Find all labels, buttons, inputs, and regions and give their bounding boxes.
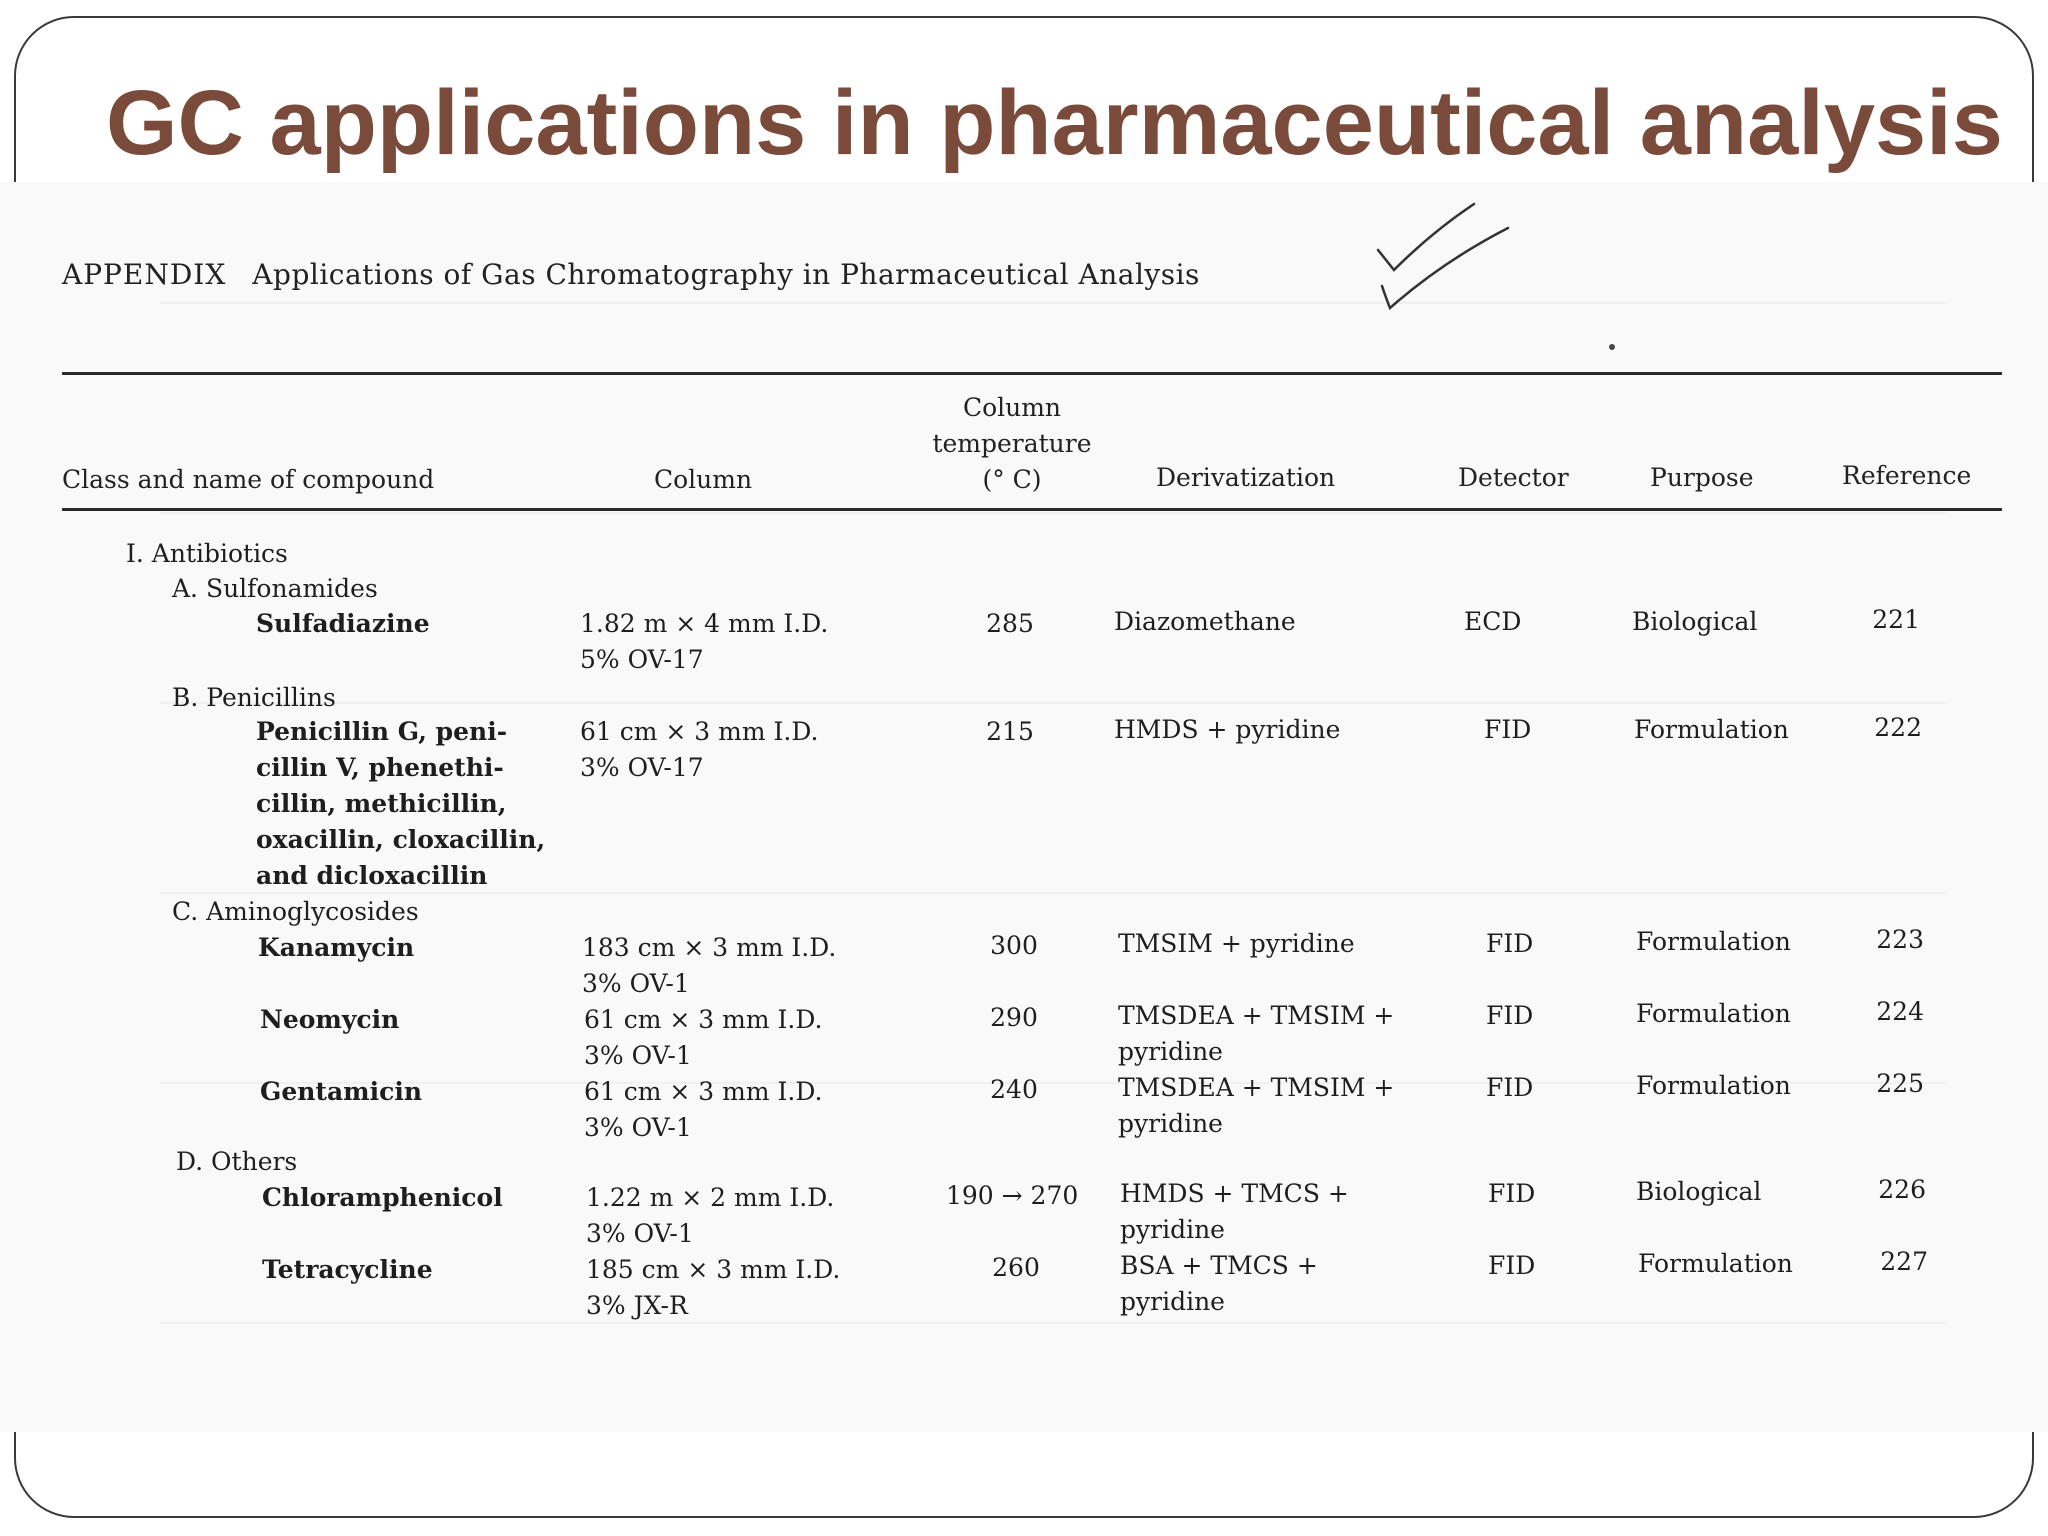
compound-name: Chloramphenicol [262,1183,503,1212]
bleed-through-line [160,512,1948,514]
compound-name: and dicloxacillin [256,861,488,890]
derivatization: TMSDEA + TMSIM + [1118,1001,1395,1030]
derivatization: Diazomethane [1114,607,1296,636]
class-heading: I. Antibiotics [126,539,288,568]
derivatization: pyridine [1120,1215,1225,1244]
column-spec: 61 cm × 3 mm I.D. [584,1077,823,1106]
compound-name: oxacillin, cloxacillin, [256,825,546,854]
derivatization: HMDS + pyridine [1114,715,1341,744]
reference: 227 [1880,1247,1928,1276]
reference: 221 [1872,605,1920,634]
compound-name: Sulfadiazine [256,609,430,638]
group-heading-d: D. Others [176,1147,298,1176]
group-heading-b: B. Penicillins [172,683,336,712]
derivatization: BSA + TMCS + [1120,1251,1318,1280]
column-phase: 3% OV-1 [584,1113,692,1142]
ink-dot [1609,344,1615,350]
header-temp-line3: (° C) [982,465,1042,494]
compound-name: Penicillin G, peni- [256,717,508,746]
header-temp-line1: Column [962,393,1062,422]
column-spec: 61 cm × 3 mm I.D. [584,1005,823,1034]
column-spec: 1.22 m × 2 mm I.D. [586,1183,835,1212]
column-phase: 3% OV-1 [586,1219,694,1248]
compound-name: Neomycin [260,1005,400,1034]
column-phase: 3% OV-17 [580,753,704,782]
header-reference: Reference [1842,461,1972,490]
group-heading-c: C. Aminoglycosides [172,897,419,926]
compound-name: cillin, methicillin, [256,789,507,818]
detector: FID [1488,1251,1536,1280]
reference: 224 [1876,997,1924,1026]
column-temperature: 300 [990,931,1038,960]
purpose: Biological [1636,1177,1762,1206]
column-spec: 1.82 m × 4 mm I.D. [580,609,829,638]
column-spec: 183 cm × 3 mm I.D. [582,933,837,962]
header-temp-line2: temperature [932,429,1092,458]
reference: 223 [1876,925,1924,954]
reference: 226 [1878,1175,1926,1204]
detector: FID [1484,715,1532,744]
column-temperature: 240 [990,1075,1038,1104]
appendix-label: APPENDIX [62,258,227,291]
detector: FID [1486,1001,1534,1030]
appendix-heading [62,258,1200,291]
table-top-rule [62,372,2002,375]
compound-name: cillin V, phenethi- [256,753,504,782]
column-phase: 3% JX-R [586,1291,688,1320]
column-temperature: 290 [990,1003,1038,1032]
column-temperature: 215 [986,717,1034,746]
purpose: Formulation [1634,715,1789,744]
purpose: Formulation [1636,927,1791,956]
detector: FID [1488,1179,1536,1208]
reference: 225 [1876,1069,1924,1098]
group-heading-a: A. Sulfonamides [172,574,378,603]
compound-name: Tetracycline [262,1255,433,1284]
detector: ECD [1464,607,1522,636]
reference: 222 [1874,713,1922,742]
purpose: Formulation [1636,999,1791,1028]
derivatization: TMSDEA + TMSIM + [1118,1073,1395,1102]
derivatization: TMSIM + pyridine [1118,929,1355,958]
header-column: Column [654,465,753,494]
handwritten-checkmark-icon [1372,198,1532,318]
bleed-through-line [160,1322,1948,1324]
derivatization: pyridine [1120,1287,1225,1316]
header-bottom-rule [62,508,2002,511]
purpose: Formulation [1636,1071,1791,1100]
column-temperature: 260 [992,1253,1040,1282]
column-phase: 3% OV-1 [582,969,690,998]
derivatization: HMDS + TMCS + [1120,1179,1349,1208]
purpose: Biological [1632,607,1758,636]
slide-title: GC applications in pharmaceutical analysis [106,72,2003,174]
header-purpose: Purpose [1650,463,1754,492]
column-temperature: 285 [986,609,1034,638]
column-phase: 5% OV-17 [580,645,704,674]
column-spec: 185 cm × 3 mm I.D. [586,1255,841,1284]
header-detector: Detector [1458,463,1569,492]
column-temperature: 190 → 270 [946,1181,1079,1210]
compound-name: Gentamicin [260,1077,423,1106]
derivatization: pyridine [1118,1109,1223,1138]
compound-name: Kanamycin [258,933,415,962]
bleed-through-line [160,302,1948,304]
derivatization: pyridine [1118,1037,1223,1066]
header-compound: Class and name of compound [62,465,435,494]
bleed-through-line [160,702,1948,704]
appendix-title: Applications of Gas Chromatography in Pharmaceutical Analysis [252,258,1200,291]
detector: FID [1486,929,1534,958]
column-phase: 3% OV-1 [584,1041,692,1070]
column-spec: 61 cm × 3 mm I.D. [580,717,819,746]
detector: FID [1486,1073,1534,1102]
purpose: Formulation [1638,1249,1793,1278]
header-derivatization: Derivatization [1156,463,1336,492]
